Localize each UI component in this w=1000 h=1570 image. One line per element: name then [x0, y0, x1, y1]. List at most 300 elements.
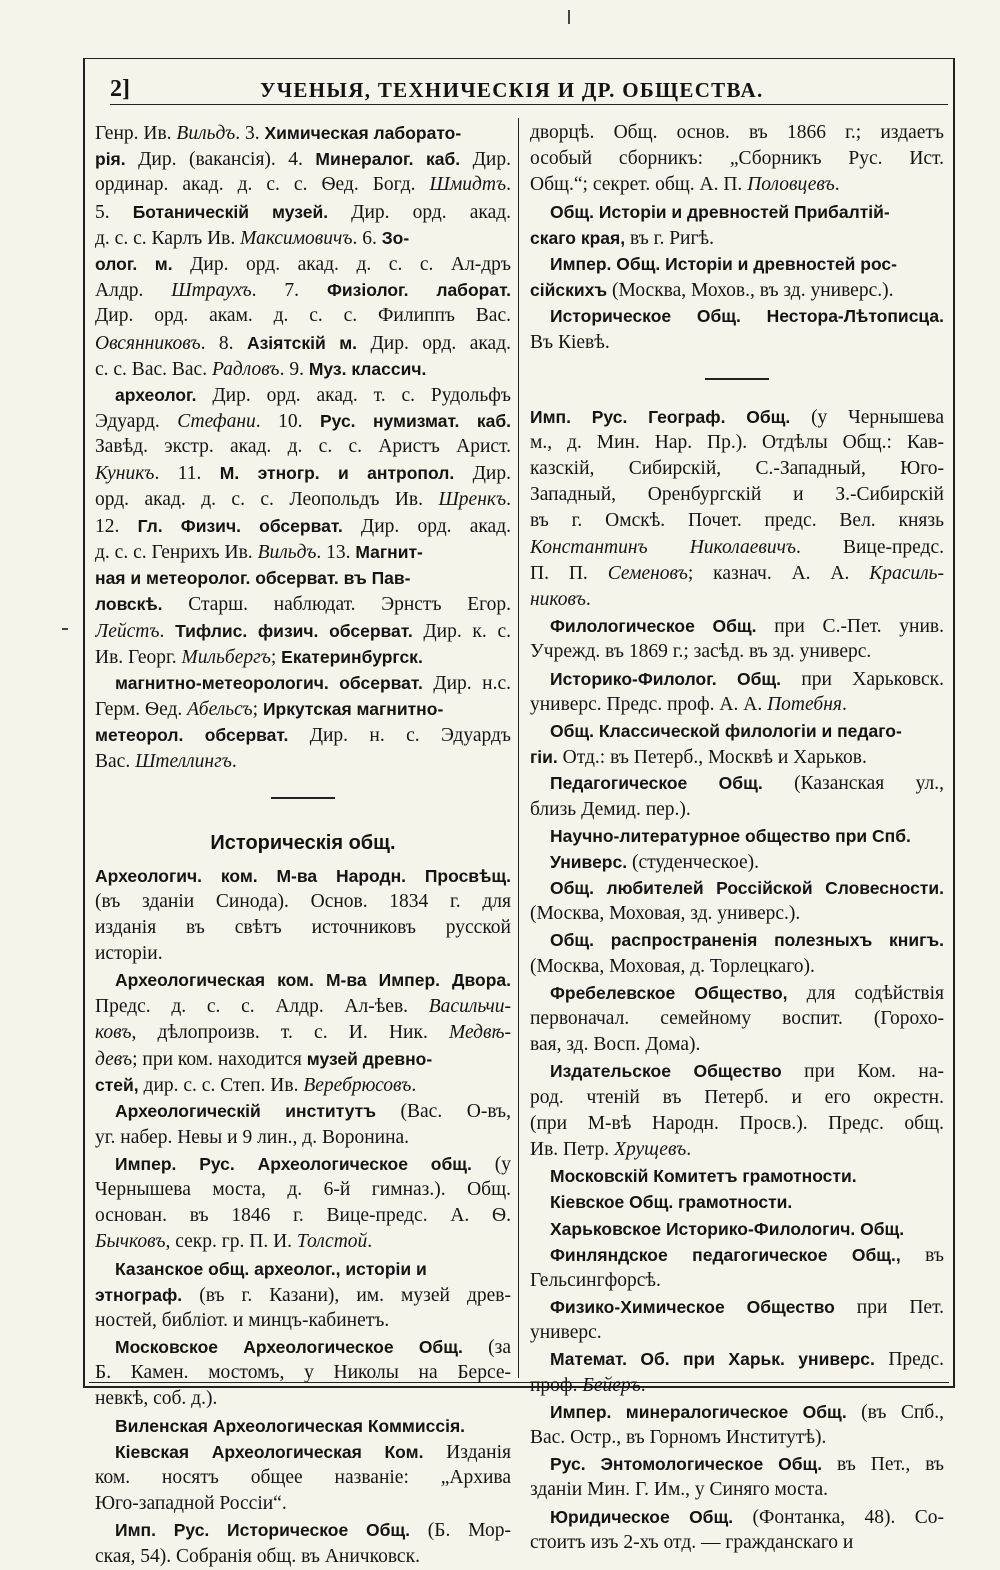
text-run: казскій, Сибирскій, С.-Западный, Юго-	[530, 458, 944, 480]
text-run: ;	[252, 699, 263, 721]
text-run: ; при ком. находится	[132, 1049, 307, 1070]
bold-run: ловскѣ.	[95, 594, 163, 615]
text-line	[530, 1320, 944, 1346]
text-line	[95, 1439, 511, 1465]
text-run: Юго-западной Россіи“.	[95, 1493, 287, 1515]
bold-run: Педагогическое Общ.	[550, 773, 763, 794]
text-line	[530, 927, 944, 953]
bold-run: Муз. классич.	[308, 358, 427, 379]
italic-run: Бейеръ	[582, 1374, 641, 1396]
bold-run: Химическая лаборато-	[264, 123, 462, 143]
text-run: .	[640, 1374, 646, 1396]
header-rule	[110, 104, 948, 105]
text-line	[530, 1477, 944, 1503]
text-run: (въ г. Казани), им. музей древ-	[182, 1284, 511, 1306]
text-run: д. с. с. Генрихъ Ив.	[95, 542, 258, 563]
text-run: . 10.	[255, 411, 320, 433]
italic-run: Потебня	[767, 693, 842, 715]
text-run: Герм. Ѳед.	[95, 699, 188, 721]
italic-run: Васильчи-	[428, 995, 511, 1017]
text-run: въ г. Ригѣ.	[625, 227, 714, 249]
text-line	[95, 513, 511, 539]
text-line	[530, 1085, 944, 1111]
text-run: род. чтеній въ Петерб. и его окрестн.	[530, 1086, 944, 1108]
bold-run: метеорол. обсерват.	[95, 725, 289, 746]
italic-run: Шмидтъ	[429, 174, 507, 196]
text-run: Гельсингфорсѣ.	[530, 1269, 661, 1291]
text-run: Общ.“; секрет. общ. А. П.	[530, 174, 748, 196]
text-line	[95, 1544, 511, 1570]
text-line	[530, 199, 944, 225]
text-line	[530, 1451, 944, 1477]
italic-run: Лейстъ	[95, 620, 160, 642]
bold-run: Археологическая ком. М-ва Импер. Двора.	[115, 970, 511, 991]
italic-run: Веребрюсовъ	[303, 1075, 412, 1097]
text-run: Предс. д. с. с. Алдр. Ал-ѣев.	[95, 995, 429, 1017]
bold-run: Кіевское Общ. грамотности.	[550, 1192, 793, 1213]
bold-run: Московское Археологическое Общ.	[115, 1337, 463, 1358]
text-line	[95, 1203, 511, 1229]
text-run: 12.	[95, 515, 138, 537]
text-line	[95, 889, 511, 915]
text-line	[530, 1058, 944, 1084]
italic-run: Вильдъ	[176, 123, 236, 144]
text-run: въ г. Омскѣ. Почет. предс. Вел. князь	[530, 510, 944, 532]
text-run: Дир. орд. акад.	[328, 201, 511, 223]
text-line	[530, 1294, 944, 1320]
italic-run: Мильбергъ	[181, 646, 271, 668]
text-line	[95, 618, 511, 644]
text-run: Дир. орд. акад.	[357, 332, 511, 354]
italic-run: Семеновъ	[607, 562, 688, 584]
text-line	[530, 1032, 944, 1058]
bold-run: Тифлис. физич. обсерват.	[175, 620, 413, 641]
text-line	[530, 587, 944, 613]
text-line	[530, 1189, 944, 1215]
bold-run: Научно-литературное общество при Спб.	[550, 825, 911, 846]
margin-mark	[62, 628, 68, 630]
bold-run: Виленская Археологическая Коммиссія.	[115, 1415, 466, 1436]
text-line	[530, 482, 944, 508]
bold-run: скаго края,	[530, 227, 626, 248]
column-divider	[518, 118, 519, 1378]
italic-run: Штеллингъ	[135, 750, 232, 772]
text-line	[530, 1346, 944, 1372]
text-line	[530, 718, 944, 744]
text-line	[95, 1282, 511, 1308]
text-line	[95, 330, 511, 356]
text-run: орд. акад. д. с. с. Леопольдъ Ив.	[95, 488, 439, 510]
text-run: Дир. орд. акад. т. с. Рудольфъ	[196, 384, 511, 406]
italic-run: Толстой	[296, 1231, 368, 1253]
text-line	[95, 1256, 511, 1282]
text-run: Западный, Оренбургскій и З.-Сибирскій	[530, 484, 944, 506]
text-run: .	[834, 174, 840, 196]
text-run: с. с. Вас. Вас.	[95, 358, 212, 380]
bold-run: олог. м.	[95, 253, 173, 274]
text-run: уг. набер. Невы и 9 лин., д. Воронина.	[95, 1126, 410, 1148]
italic-run: Бычковъ	[95, 1231, 166, 1253]
text-line	[530, 875, 944, 901]
text-run: Дир. орд. акад. д. с. с. Ал-дръ	[172, 253, 511, 275]
bold-run: музей древно-	[306, 1049, 433, 1069]
text-line	[530, 456, 944, 482]
text-run: Въ Кіевѣ.	[530, 331, 610, 353]
text-line	[530, 251, 944, 277]
text-run: .	[231, 750, 237, 772]
text-run: Дир. орд. акам. д. с. с. Филиппъ Вас.	[95, 305, 511, 327]
text-run: дворцѣ. Общ. основ. въ 1866 г.; издаетъ	[530, 122, 944, 143]
italic-run: Половцевъ	[747, 174, 835, 196]
text-line	[95, 1177, 511, 1203]
text-line	[530, 508, 944, 534]
text-line	[95, 863, 511, 889]
bold-run: Фребелевское Общество,	[550, 982, 788, 1003]
bold-run: Импер. Общ. Исторіи и древностей рос-	[550, 253, 897, 274]
text-run: Ив. Петр.	[530, 1138, 615, 1160]
text-line	[95, 487, 511, 513]
text-run: Дир. орд. акад.	[342, 515, 511, 537]
text-run: ординар. акад. д. с. с. Ѳед. Богд.	[95, 174, 430, 196]
italic-run: ковъ	[95, 1021, 132, 1043]
text-run: Изданія	[423, 1441, 511, 1463]
text-line	[530, 823, 944, 849]
text-line	[530, 613, 944, 639]
text-line	[95, 199, 511, 225]
bold-run: Юридическое Общ.	[550, 1506, 734, 1527]
bold-run: Общ. распространенія полезныхъ книгъ.	[550, 930, 944, 951]
bold-run: Рус. Энтомологическое Общ.	[550, 1454, 823, 1475]
text-line	[95, 749, 511, 775]
text-run: м., д. Мин. Нар. Пр.). Отдѣлы Общ.: Кав-	[530, 431, 944, 453]
text-line	[95, 120, 511, 146]
text-line	[95, 277, 511, 303]
bold-run: Общ. Исторіи и древностей Прибалтій-	[550, 201, 890, 222]
text-line	[95, 1308, 511, 1334]
text-line	[530, 1504, 944, 1530]
text-run: близь Демид. пер.).	[530, 798, 691, 820]
bold-run: стей,	[95, 1075, 139, 1096]
text-line	[95, 915, 511, 941]
text-run: Ив. Георг.	[95, 646, 182, 668]
bold-run: Московскій Комитетъ грамотности.	[550, 1166, 857, 1187]
text-line	[530, 561, 944, 587]
text-line	[530, 1268, 944, 1294]
italic-run: Максимовичъ	[240, 227, 353, 249]
text-run: д. с. с. Карлъ Ив.	[95, 227, 241, 249]
text-run: (Москва, Моховая, д. Торлецкаго).	[530, 955, 815, 977]
page-title: УЧЕНЫЯ, ТЕХНИЧЕСКІЯ И ДР. ОБЩЕСТВА.	[260, 78, 764, 102]
text-line	[530, 770, 944, 796]
bold-run: Гл. Физич. обсерват.	[137, 515, 343, 536]
text-line	[95, 356, 511, 382]
bold-run: Издательское Общество	[550, 1061, 782, 1082]
text-run: Учрежд. въ 1869 г.; засѣд. въ зд. универс.	[530, 641, 872, 663]
text-line	[95, 1046, 511, 1072]
text-run: зданіи Мин. Г. Им., у Синяго моста.	[530, 1479, 829, 1501]
bold-run: Рус. нумизмат. каб.	[319, 411, 511, 432]
text-run: первоначал. семейному воспит. (Горохо-	[530, 1008, 944, 1029]
text-line	[530, 1373, 944, 1399]
section-separator	[95, 775, 511, 823]
text-line	[530, 1137, 944, 1163]
text-run: . 13.	[316, 542, 356, 563]
text-line	[95, 1072, 511, 1098]
text-run: (при М-вѣ Народн. Просв.). Предс. общ.	[530, 1112, 944, 1134]
section-heading: Историческія общ.	[210, 831, 396, 854]
italic-run: Радловъ	[211, 358, 280, 380]
text-run: Генр. Ив.	[95, 123, 177, 144]
text-run: Чернышева моста, д. 6-й гимназ.). Общ.	[95, 1178, 511, 1200]
italic-run: Красиль-	[869, 562, 944, 584]
text-run: ;	[270, 646, 282, 668]
text-run: стоитъ изъ 2-хъ отд. — гражданскаго и	[530, 1531, 854, 1553]
text-run: при Ком. на-	[781, 1061, 944, 1083]
text-line	[530, 330, 944, 356]
text-line	[530, 954, 944, 980]
text-line	[530, 1242, 944, 1268]
text-line	[530, 430, 944, 456]
italic-run: Абельсъ	[187, 699, 253, 721]
text-line	[530, 146, 944, 172]
text-run: (у	[471, 1153, 511, 1175]
right-column	[530, 120, 944, 1556]
text-run: Дир.	[454, 463, 511, 485]
text-line	[95, 591, 511, 617]
text-run: ская, 54). Собранія общ. въ Аничковск.	[95, 1545, 420, 1567]
bold-run: сійскихъ	[530, 280, 608, 301]
text-line	[95, 1151, 511, 1177]
text-line	[95, 1360, 511, 1386]
text-line	[95, 1465, 511, 1491]
text-run: .	[367, 1231, 373, 1253]
text-run: ; казнач. А. А.	[687, 562, 870, 584]
text-line	[95, 382, 511, 408]
bold-run: Общ. Классической филологіи и педаго-	[550, 720, 902, 741]
text-line	[95, 565, 511, 591]
text-run: Вас.	[95, 750, 136, 772]
page-header	[110, 72, 950, 106]
text-line	[530, 277, 944, 303]
bold-run: археолог.	[115, 384, 197, 405]
bold-run: Финляндское педагогическое Общ.,	[550, 1244, 901, 1265]
text-line	[95, 460, 511, 486]
text-run: Старш. наблюдат. Эрнстъ Егор.	[162, 594, 511, 616]
text-run: Эдуард.	[95, 411, 178, 433]
text-run: П. П.	[530, 562, 608, 584]
text-line	[530, 849, 944, 875]
text-run: .	[686, 1138, 692, 1160]
text-run: ком. носятъ общее названіе: „Архива	[95, 1467, 511, 1488]
text-line	[95, 1386, 511, 1412]
text-run: . Вице-предс.	[796, 536, 944, 558]
text-run: (Вас. О-въ,	[375, 1101, 511, 1123]
text-run: . 6.	[352, 227, 382, 249]
text-line	[95, 172, 511, 198]
bold-run: ная и метеоролог. обсерват. въ Пав-	[95, 568, 411, 589]
text-line	[95, 434, 511, 460]
italic-run: Штраухъ	[171, 280, 252, 302]
text-run: . 3.	[235, 123, 265, 144]
bold-run: Археологическій институтъ	[115, 1101, 376, 1122]
text-run: (Фонтанка, 48). Со-	[733, 1506, 944, 1528]
text-line	[530, 225, 944, 251]
text-line	[95, 146, 511, 172]
text-run: исторіи.	[95, 943, 163, 965]
text-line	[530, 1216, 944, 1242]
text-run: Б. Камен. мостомъ, у Николы на Берсе-	[95, 1362, 511, 1384]
bold-run: Имп. Рус. Географ. Общ.	[530, 406, 791, 427]
bold-run: Екатеринбургск.	[281, 646, 423, 667]
bold-run: Историко-Филолог. Общ.	[550, 668, 782, 689]
bold-run: гіи.	[530, 747, 558, 768]
left-column-entries-2	[95, 863, 511, 1570]
bold-run: Филологическое Общ.	[550, 616, 757, 637]
text-run: (въ Спб.,	[846, 1401, 944, 1423]
text-run: (студенческое).	[627, 851, 760, 873]
text-line	[530, 744, 944, 770]
text-line	[95, 303, 511, 329]
text-run: Дир. н. с. Эдуардъ	[288, 725, 511, 747]
text-line	[530, 1111, 944, 1137]
text-run: .	[506, 174, 511, 196]
bold-run: Магнит-	[355, 542, 423, 562]
text-run: Предс.	[874, 1349, 944, 1371]
text-line	[530, 303, 944, 329]
text-line	[95, 967, 511, 993]
text-run: . 11.	[154, 463, 220, 485]
text-run: . 9.	[279, 358, 309, 380]
text-line	[530, 1163, 944, 1189]
text-run: (Казанская ул.,	[762, 773, 944, 795]
bold-run: Харьковское Историко-Филологич. Общ.	[550, 1218, 905, 1239]
bold-run: Импер. Рус. Археологическое общ.	[115, 1153, 472, 1174]
text-run: дир. с. с. Степ. Ив.	[138, 1075, 304, 1097]
text-line	[95, 1491, 511, 1517]
bold-run: Физико-Химическое Общество	[550, 1297, 835, 1318]
text-line	[95, 1413, 511, 1439]
text-line	[530, 404, 944, 430]
text-line	[95, 225, 511, 251]
text-run: изданія въ свѣтъ источниковъ русской	[95, 917, 511, 939]
text-run: универс.	[530, 1322, 602, 1344]
italic-run: Хрущевъ	[614, 1138, 687, 1160]
text-run: (Б. Мор-	[410, 1520, 511, 1542]
text-run: ностей, библіот. и минцъ-кабинетъ.	[95, 1309, 390, 1331]
italic-run: Шренкъ	[438, 488, 507, 510]
text-run: невкѣ, соб. д.).	[95, 1388, 218, 1410]
page-number: 2]	[110, 76, 130, 102]
bold-run: Физіолог. лаборат.	[326, 280, 511, 301]
section-separator	[530, 356, 944, 404]
text-run: универс. Предс. проф. А. А.	[530, 693, 768, 715]
bold-run: Азіятскій м.	[246, 332, 358, 353]
print-mark	[568, 10, 570, 24]
text-line	[95, 1020, 511, 1046]
bold-run: Зо-	[381, 227, 410, 248]
text-run: въ Пет., въ	[822, 1454, 944, 1476]
text-run: Дир.	[460, 149, 511, 171]
text-line	[530, 535, 944, 561]
text-line	[530, 692, 944, 718]
text-run: Отд.: въ Петерб., Москвѣ и Харьков.	[557, 747, 867, 769]
italic-run: Стефани	[177, 411, 256, 433]
bold-run: М. этногр. и антропол.	[219, 463, 455, 484]
italic-run: Медвѣ-	[449, 1021, 511, 1043]
text-run: Завѣд. экстр. акад. д. с. с. Аристъ Арист.	[95, 436, 511, 458]
bold-run: Историческое Общ. Нестора-Лѣтописца.	[550, 306, 944, 327]
text-run: .	[411, 1075, 417, 1097]
text-line	[530, 797, 944, 823]
right-column-entries-1	[530, 120, 944, 356]
italic-run: Вильдъ	[257, 542, 317, 563]
text-run: проф.	[530, 1374, 583, 1396]
text-run: вая, зд. Восп. Дома).	[530, 1034, 701, 1056]
text-line	[95, 1517, 511, 1543]
left-column	[95, 120, 511, 1570]
text-run: , дѣлопроизв. т. с. И. Ник.	[131, 1021, 450, 1043]
text-line	[95, 994, 511, 1020]
text-line	[95, 696, 511, 722]
bold-run: Кіевская Археологическая Ком.	[115, 1441, 424, 1462]
text-line	[95, 1334, 511, 1360]
text-run: въ	[900, 1244, 944, 1266]
text-line	[530, 1425, 944, 1451]
bold-run: Археологич. ком. М-ва Народн. Просвѣщ.	[95, 865, 511, 886]
text-run: , секр. гр. П. И.	[165, 1231, 297, 1253]
text-line	[530, 1399, 944, 1425]
text-line	[95, 670, 511, 696]
text-run: (у Чернышева	[790, 406, 944, 428]
text-run: основан. въ 1846 г. Вице-предс. А. Ѳ.	[95, 1205, 511, 1227]
text-run: (Москва, Мохов., въ зд. универс.).	[607, 280, 894, 302]
text-run: Алдр.	[95, 280, 172, 302]
italic-run: Константинъ Николаевичъ	[530, 536, 796, 558]
text-line	[530, 1006, 944, 1032]
text-run: 5.	[95, 201, 133, 223]
text-run: (въ зданіи Синода). Основ. 1834 г. для	[95, 890, 511, 912]
bold-run: магнитно-метеорологич. обсерват.	[115, 672, 423, 693]
bold-run: Имп. Рус. Историческое Общ.	[115, 1520, 411, 1541]
bold-run: Общ. любителей Россійской Словесности.	[550, 878, 944, 899]
text-line	[95, 722, 511, 748]
right-column-entries-2	[530, 404, 944, 1556]
text-run: при Пет.	[834, 1297, 944, 1319]
text-line	[95, 1098, 511, 1124]
text-line	[530, 1530, 944, 1556]
text-run: при С.-Пет. унив.	[756, 616, 944, 638]
text-line	[530, 639, 944, 665]
bold-run: этнограф.	[95, 1284, 183, 1305]
text-run: .	[159, 620, 176, 642]
text-run: Дир. к. с.	[412, 620, 511, 642]
text-line	[530, 666, 944, 692]
left-column-entries-1	[95, 120, 511, 775]
text-run: .	[585, 589, 591, 610]
bold-run: Импер. минералогическое Общ.	[550, 1401, 847, 1422]
text-line	[95, 1229, 511, 1255]
text-line	[530, 120, 944, 146]
text-run: (Москва, Моховая, зд. универс.).	[530, 903, 801, 925]
text-run: особый сборникъ: „Сборникъ Рус. Ист.	[530, 148, 944, 170]
text-run: Дир. (вакансія). 4.	[125, 149, 316, 171]
bold-run: Ботаническій музей.	[132, 201, 329, 222]
text-line	[95, 539, 511, 565]
text-run: .	[506, 488, 511, 510]
text-line	[95, 644, 511, 670]
text-line	[530, 901, 944, 927]
italic-run: девъ	[95, 1049, 133, 1070]
